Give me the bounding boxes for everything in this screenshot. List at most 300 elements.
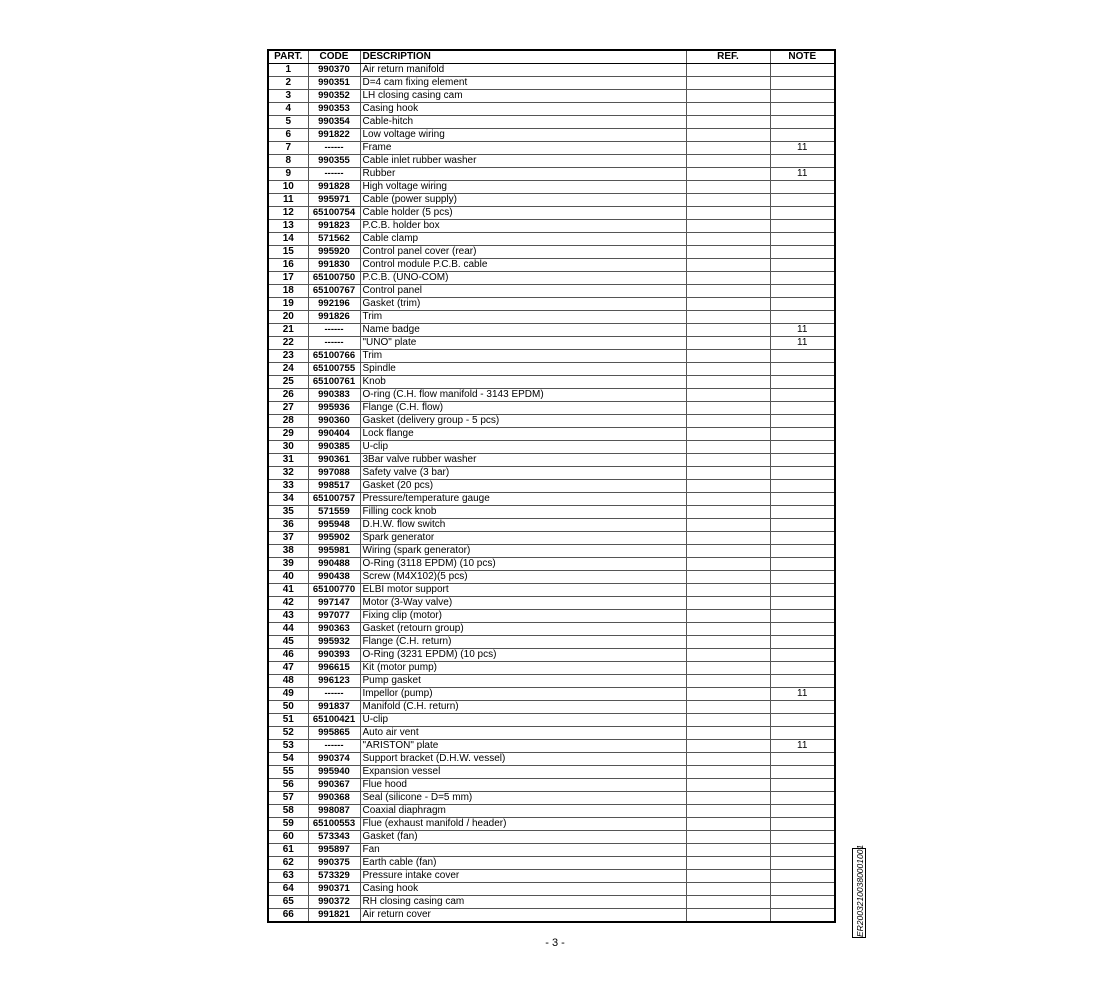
part-note <box>770 389 835 402</box>
table-row <box>268 285 835 298</box>
part-code: 995948 <box>308 519 360 532</box>
part-ref <box>686 792 770 805</box>
part-number: 51 <box>268 714 308 727</box>
part-number: 56 <box>268 779 308 792</box>
part-ref <box>686 90 770 103</box>
part-number: 3 <box>268 90 308 103</box>
part-description: O-Ring (3118 EPDM) (10 pcs) <box>360 558 686 571</box>
part-description: Filling cock knob <box>360 506 686 519</box>
part-ref <box>686 662 770 675</box>
part-note <box>770 701 835 714</box>
part-ref <box>686 259 770 272</box>
part-description: Control module P.C.B. cable <box>360 259 686 272</box>
part-number: 30 <box>268 441 308 454</box>
part-code: 571562 <box>308 233 360 246</box>
part-note <box>770 597 835 610</box>
part-description: Flange (C.H. flow) <box>360 402 686 415</box>
part-description: O-Ring (3231 EPDM) (10 pcs) <box>360 649 686 662</box>
part-ref <box>686 805 770 818</box>
part-code: 991821 <box>308 909 360 923</box>
part-ref <box>686 727 770 740</box>
part-description: Impellor (pump) <box>360 688 686 701</box>
part-note <box>770 181 835 194</box>
part-description: Casing hook <box>360 103 686 116</box>
part-ref <box>686 337 770 350</box>
table-row <box>268 402 835 415</box>
table-row <box>268 272 835 285</box>
part-note <box>770 805 835 818</box>
part-number: 38 <box>268 545 308 558</box>
part-note: 11 <box>770 688 835 701</box>
part-description: Screw (M4X102)(5 pcs) <box>360 571 686 584</box>
part-code: 571559 <box>308 506 360 519</box>
part-code: 995932 <box>308 636 360 649</box>
part-note <box>770 857 835 870</box>
part-code: 995936 <box>308 402 360 415</box>
table-row <box>268 545 835 558</box>
table-row <box>268 259 835 272</box>
part-number: 14 <box>268 233 308 246</box>
part-description: Gasket (retourn group) <box>360 623 686 636</box>
part-ref <box>686 181 770 194</box>
part-ref <box>686 363 770 376</box>
part-description: Earth cable (fan) <box>360 857 686 870</box>
table-row <box>268 857 835 870</box>
part-ref <box>686 896 770 909</box>
part-note <box>770 818 835 831</box>
part-number: 16 <box>268 259 308 272</box>
table-row <box>268 597 835 610</box>
part-note <box>770 636 835 649</box>
part-ref <box>686 77 770 90</box>
part-description: Expansion vessel <box>360 766 686 779</box>
table-row <box>268 142 835 155</box>
part-description: Name badge <box>360 324 686 337</box>
part-note <box>770 246 835 259</box>
part-number: 11 <box>268 194 308 207</box>
part-ref <box>686 428 770 441</box>
part-ref <box>686 714 770 727</box>
part-description: Auto air vent <box>360 727 686 740</box>
part-description: Casing hook <box>360 883 686 896</box>
part-code: 65100750 <box>308 272 360 285</box>
part-ref <box>686 441 770 454</box>
part-code: ------ <box>308 142 360 155</box>
page-number: - 3 - <box>545 937 565 949</box>
table-row <box>268 493 835 506</box>
part-ref <box>686 142 770 155</box>
part-description: High voltage wiring <box>360 181 686 194</box>
table-row <box>268 623 835 636</box>
part-note <box>770 103 835 116</box>
part-description: Motor (3-Way valve) <box>360 597 686 610</box>
table-row <box>268 480 835 493</box>
part-ref <box>686 766 770 779</box>
part-note <box>770 909 835 923</box>
part-code: 573329 <box>308 870 360 883</box>
part-ref <box>686 194 770 207</box>
part-number: 35 <box>268 506 308 519</box>
table-row <box>268 532 835 545</box>
part-description: P.C.B. (UNO-COM) <box>360 272 686 285</box>
part-number: 62 <box>268 857 308 870</box>
part-code: 997147 <box>308 597 360 610</box>
table-row <box>268 337 835 350</box>
part-code: 990404 <box>308 428 360 441</box>
part-note <box>770 623 835 636</box>
part-note <box>770 532 835 545</box>
part-number: 43 <box>268 610 308 623</box>
table-row <box>268 350 835 363</box>
part-code: 990372 <box>308 896 360 909</box>
part-note <box>770 129 835 142</box>
part-code: 990488 <box>308 558 360 571</box>
part-note <box>770 480 835 493</box>
part-code: 998517 <box>308 480 360 493</box>
part-number: 19 <box>268 298 308 311</box>
part-number: 55 <box>268 766 308 779</box>
part-code: 990351 <box>308 77 360 90</box>
part-ref <box>686 454 770 467</box>
part-ref <box>686 844 770 857</box>
part-description: Cable inlet rubber washer <box>360 155 686 168</box>
part-note <box>770 870 835 883</box>
part-note <box>770 584 835 597</box>
part-number: 22 <box>268 337 308 350</box>
part-ref <box>686 909 770 923</box>
part-description: Pump gasket <box>360 675 686 688</box>
part-note <box>770 207 835 220</box>
table-row <box>268 155 835 168</box>
part-ref <box>686 688 770 701</box>
part-description: Air return cover <box>360 909 686 923</box>
part-ref <box>686 64 770 77</box>
part-code: ------ <box>308 688 360 701</box>
part-note <box>770 675 835 688</box>
part-code: 990353 <box>308 103 360 116</box>
part-code: 992196 <box>308 298 360 311</box>
table-row <box>268 116 835 129</box>
part-code: 990368 <box>308 792 360 805</box>
part-ref <box>686 870 770 883</box>
part-note <box>770 376 835 389</box>
part-description: Cable-hitch <box>360 116 686 129</box>
part-number: 45 <box>268 636 308 649</box>
part-number: 48 <box>268 675 308 688</box>
part-note <box>770 350 835 363</box>
part-number: 21 <box>268 324 308 337</box>
table-row <box>268 831 835 844</box>
part-ref <box>686 402 770 415</box>
part-note <box>770 662 835 675</box>
part-ref <box>686 753 770 766</box>
part-number: 40 <box>268 571 308 584</box>
part-number: 27 <box>268 402 308 415</box>
part-code: 990361 <box>308 454 360 467</box>
part-note <box>770 571 835 584</box>
part-note: 11 <box>770 168 835 181</box>
table-row <box>268 389 835 402</box>
table-row <box>268 636 835 649</box>
table-row <box>268 129 835 142</box>
part-number: 34 <box>268 493 308 506</box>
table-row <box>268 415 835 428</box>
part-number: 12 <box>268 207 308 220</box>
part-description: Control panel cover (rear) <box>360 246 686 259</box>
part-ref <box>686 506 770 519</box>
part-code: 995981 <box>308 545 360 558</box>
table-row <box>268 571 835 584</box>
part-code: 995865 <box>308 727 360 740</box>
part-note: 11 <box>770 337 835 350</box>
parts-table-body <box>268 64 835 923</box>
part-note <box>770 753 835 766</box>
table-row <box>268 77 835 90</box>
part-description: Safety valve (3 bar) <box>360 467 686 480</box>
part-code: 65100754 <box>308 207 360 220</box>
part-number: 32 <box>268 467 308 480</box>
part-ref <box>686 532 770 545</box>
part-ref <box>686 519 770 532</box>
table-row <box>268 363 835 376</box>
part-number: 53 <box>268 740 308 753</box>
part-note <box>770 467 835 480</box>
part-description: Seal (silicone - D=5 mm) <box>360 792 686 805</box>
part-code: 995902 <box>308 532 360 545</box>
part-code: 990367 <box>308 779 360 792</box>
part-ref <box>686 311 770 324</box>
part-note <box>770 649 835 662</box>
part-code: 997077 <box>308 610 360 623</box>
part-ref <box>686 324 770 337</box>
table-header-row <box>268 50 835 64</box>
part-code: 65100761 <box>308 376 360 389</box>
part-note <box>770 90 835 103</box>
part-number: 25 <box>268 376 308 389</box>
part-code: 65100770 <box>308 584 360 597</box>
table-row <box>268 779 835 792</box>
part-code: 991822 <box>308 129 360 142</box>
part-note <box>770 155 835 168</box>
part-description: ELBI motor support <box>360 584 686 597</box>
part-ref <box>686 584 770 597</box>
part-note <box>770 298 835 311</box>
part-note <box>770 896 835 909</box>
part-note <box>770 558 835 571</box>
part-description: Pressure intake cover <box>360 870 686 883</box>
part-note <box>770 285 835 298</box>
part-number: 50 <box>268 701 308 714</box>
part-ref <box>686 779 770 792</box>
part-code: 990371 <box>308 883 360 896</box>
table-row <box>268 870 835 883</box>
part-description: "ARISTON" plate <box>360 740 686 753</box>
part-description: Fan <box>360 844 686 857</box>
table-row <box>268 766 835 779</box>
part-ref <box>686 818 770 831</box>
part-note <box>770 506 835 519</box>
part-ref <box>686 740 770 753</box>
table-row <box>268 753 835 766</box>
part-number: 60 <box>268 831 308 844</box>
part-number: 5 <box>268 116 308 129</box>
part-description: Gasket (trim) <box>360 298 686 311</box>
part-ref <box>686 207 770 220</box>
part-code: 990363 <box>308 623 360 636</box>
part-ref <box>686 610 770 623</box>
part-number: 9 <box>268 168 308 181</box>
part-code: 990393 <box>308 649 360 662</box>
part-note <box>770 493 835 506</box>
part-description: O-ring (C.H. flow manifold - 3143 EPDM) <box>360 389 686 402</box>
part-number: 61 <box>268 844 308 857</box>
part-number: 13 <box>268 220 308 233</box>
part-description: RH closing casing cam <box>360 896 686 909</box>
part-description: Support bracket (D.H.W. vessel) <box>360 753 686 766</box>
part-description: D.H.W. flow switch <box>360 519 686 532</box>
table-row <box>268 324 835 337</box>
part-description: Manifold (C.H. return) <box>360 701 686 714</box>
part-description: Gasket (delivery group - 5 pcs) <box>360 415 686 428</box>
part-code: 990385 <box>308 441 360 454</box>
part-note <box>770 233 835 246</box>
part-description: Cable holder (5 pcs) <box>360 207 686 220</box>
table-row <box>268 376 835 389</box>
part-number: 64 <box>268 883 308 896</box>
table-row <box>268 311 835 324</box>
part-ref <box>686 623 770 636</box>
part-number: 41 <box>268 584 308 597</box>
part-ref <box>686 155 770 168</box>
part-ref <box>686 415 770 428</box>
part-code: 996615 <box>308 662 360 675</box>
part-code: 995940 <box>308 766 360 779</box>
part-note <box>770 441 835 454</box>
table-row <box>268 701 835 714</box>
part-number: 26 <box>268 389 308 402</box>
part-code: 990383 <box>308 389 360 402</box>
part-description: Flange (C.H. return) <box>360 636 686 649</box>
part-code: 990355 <box>308 155 360 168</box>
table-row <box>268 740 835 753</box>
table-row <box>268 818 835 831</box>
part-number: 57 <box>268 792 308 805</box>
part-description: P.C.B. holder box <box>360 220 686 233</box>
table-row <box>268 454 835 467</box>
part-number: 31 <box>268 454 308 467</box>
part-number: 2 <box>268 77 308 90</box>
part-ref <box>686 545 770 558</box>
part-note <box>770 116 835 129</box>
part-description: Lock flange <box>360 428 686 441</box>
table-row <box>268 688 835 701</box>
part-number: 6 <box>268 129 308 142</box>
part-code: 990374 <box>308 753 360 766</box>
part-code: 65100755 <box>308 363 360 376</box>
part-number: 33 <box>268 480 308 493</box>
part-number: 8 <box>268 155 308 168</box>
part-ref <box>686 701 770 714</box>
part-code: 65100766 <box>308 350 360 363</box>
part-code: ------ <box>308 337 360 350</box>
part-code: 996123 <box>308 675 360 688</box>
table-row <box>268 168 835 181</box>
part-ref <box>686 233 770 246</box>
part-ref <box>686 571 770 584</box>
part-number: 17 <box>268 272 308 285</box>
header-description: DESCRIPTION <box>360 50 686 64</box>
part-description: U-clip <box>360 714 686 727</box>
part-code: 997088 <box>308 467 360 480</box>
part-description: Wiring (spark generator) <box>360 545 686 558</box>
part-number: 66 <box>268 909 308 923</box>
part-code: 995920 <box>308 246 360 259</box>
part-code: 990375 <box>308 857 360 870</box>
part-ref <box>686 675 770 688</box>
part-note <box>770 766 835 779</box>
part-description: 3Bar valve rubber washer <box>360 454 686 467</box>
part-number: 15 <box>268 246 308 259</box>
part-code: 998087 <box>308 805 360 818</box>
part-ref <box>686 129 770 142</box>
table-row <box>268 610 835 623</box>
part-number: 23 <box>268 350 308 363</box>
part-description: "UNO" plate <box>360 337 686 350</box>
table-row <box>268 662 835 675</box>
part-ref <box>686 298 770 311</box>
part-code: 990352 <box>308 90 360 103</box>
part-number: 7 <box>268 142 308 155</box>
part-code: 65100757 <box>308 493 360 506</box>
table-row <box>268 909 835 923</box>
part-note: 11 <box>770 324 835 337</box>
part-description: Gasket (fan) <box>360 831 686 844</box>
part-number: 46 <box>268 649 308 662</box>
part-note <box>770 545 835 558</box>
part-note <box>770 220 835 233</box>
part-code: 65100767 <box>308 285 360 298</box>
part-description: Fixing clip (motor) <box>360 610 686 623</box>
part-ref <box>686 597 770 610</box>
part-description: Spindle <box>360 363 686 376</box>
part-note <box>770 272 835 285</box>
table-row <box>268 233 835 246</box>
part-description: LH closing casing cam <box>360 90 686 103</box>
part-ref <box>686 220 770 233</box>
table-row <box>268 90 835 103</box>
table-row <box>268 649 835 662</box>
part-number: 44 <box>268 623 308 636</box>
part-ref <box>686 857 770 870</box>
part-ref <box>686 103 770 116</box>
part-ref <box>686 246 770 259</box>
part-description: Cable (power supply) <box>360 194 686 207</box>
part-note <box>770 415 835 428</box>
part-number: 58 <box>268 805 308 818</box>
part-note <box>770 610 835 623</box>
table-row <box>268 298 835 311</box>
part-note <box>770 428 835 441</box>
part-ref <box>686 116 770 129</box>
part-number: 42 <box>268 597 308 610</box>
part-ref <box>686 831 770 844</box>
part-number: 18 <box>268 285 308 298</box>
part-ref <box>686 350 770 363</box>
part-code: 990360 <box>308 415 360 428</box>
part-number: 28 <box>268 415 308 428</box>
part-number: 49 <box>268 688 308 701</box>
part-code: 995897 <box>308 844 360 857</box>
